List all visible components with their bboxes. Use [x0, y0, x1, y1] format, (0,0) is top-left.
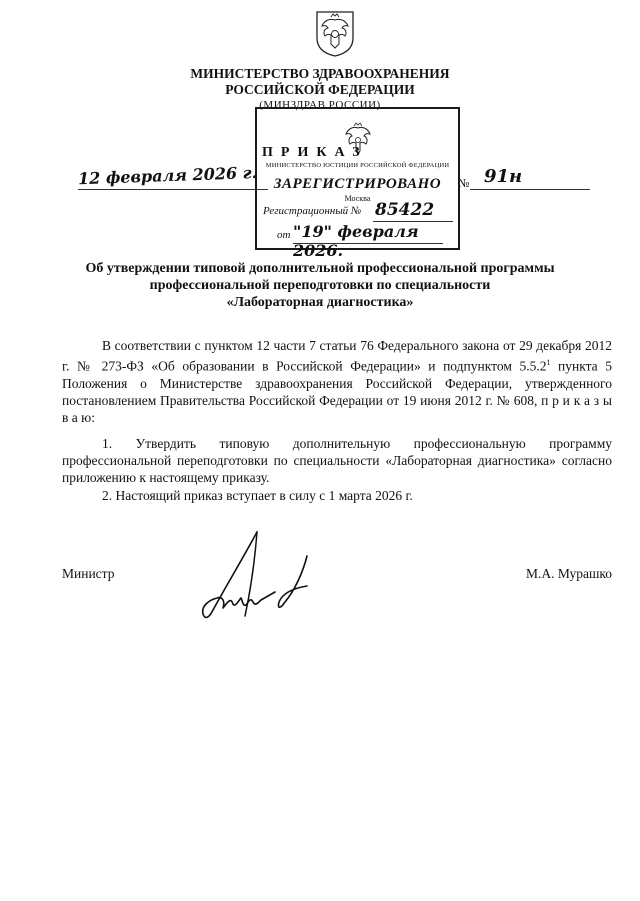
paragraph-item-2: 2. Настоящий приказ вступает в силу с 1 марта 2026 г. — [102, 488, 413, 503]
stamp-city: Москва — [344, 194, 371, 203]
stamp-from-label: от — [277, 229, 291, 241]
signature-icon — [195, 528, 335, 628]
minister-position: Министр — [62, 566, 115, 581]
preamble-superscript: 1 — [546, 358, 551, 368]
title-line2: профессиональной переподготовки по специальности — [149, 278, 491, 293]
number-underline — [470, 189, 590, 190]
stamp-date-underline — [293, 243, 443, 244]
number-sign: № — [458, 176, 470, 190]
stamp-reg-date: "19" февраля 2026. — [293, 222, 419, 260]
stamp-department: МИНИСТЕРСТВО ЮСТИЦИИ РОССИЙСКОЙ ФЕДЕРАЦИИ — [265, 162, 450, 169]
coat-of-arms-icon — [311, 8, 359, 58]
preamble-part2: пункта 5 Положения о Министерстве здравоохранения Российской Федерации, утвержденного постановлением Правительства Российской Федерации от 19 июня 2012 г. № 608, п р и к а з ы в а ю: — [62, 358, 612, 426]
title-line3: «Лабораторная диагностика» — [226, 295, 414, 310]
stamp-reg-number: 85422 — [375, 200, 435, 220]
order-heading: ПРИКАЗ — [262, 145, 368, 160]
stamp-registered: ЗАРЕГИСТРИРОВАНО — [273, 176, 442, 192]
date-underline — [78, 189, 268, 190]
ministry-name — [0, 66, 640, 98]
ministry-line2: РОССИЙСКОЙ ФЕДЕРАЦИИ — [225, 82, 415, 97]
stamp-reg-number-label: Регистрационный № — [263, 205, 362, 217]
paragraph-item-1: 1. Утвердить типовую дополнительную профессиональную программу профессиональной переподготовки по специальности «Лабораторная диагностика» согласно приложению к настоящему приказу. — [62, 436, 612, 486]
minister-name: М.А. Мурашко — [525, 566, 612, 581]
order-date: 12 февраля 2026 г. — [77, 162, 258, 189]
title-line1: Об утверждении типовой дополнительной профессиональной программы — [85, 261, 555, 276]
ministry-line1: МИНИСТЕРСТВО ЗДРАВООХРАНЕНИЯ — [190, 66, 450, 81]
order-number: 91н — [484, 166, 523, 187]
registration-stamp — [255, 107, 460, 260]
document-title — [40, 260, 600, 311]
ministry-short: (МИНЗДРАВ РОССИИ) — [259, 99, 381, 111]
preamble-part1: В соответствии с пунктом 12 части 7 статьи 76 Федерального закона от 29 декабря 2012 г. № 273-ФЗ «Об образовании в Российской Федерации» и подпунктом 5.5.2 — [62, 338, 612, 374]
paragraph-preamble — [62, 337, 612, 427]
